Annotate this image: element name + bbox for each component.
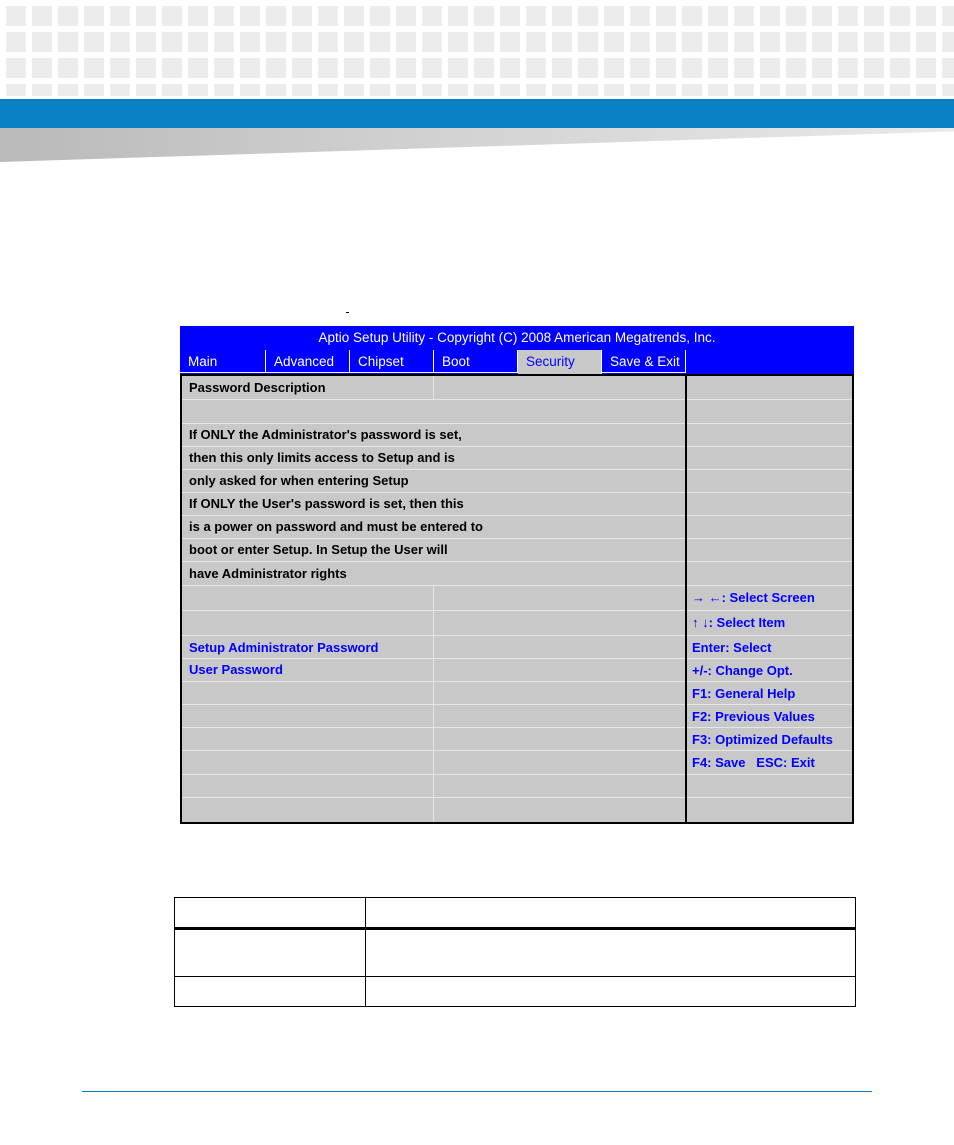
stray-mark	[346, 312, 349, 313]
grid-line	[687, 446, 852, 447]
table-row	[175, 929, 856, 977]
table-cell	[366, 929, 856, 977]
grid-line	[182, 658, 852, 659]
help-previous-values: F2: Previous Values	[692, 709, 815, 724]
table-cell	[366, 898, 856, 929]
tab-boot[interactable]: Boot	[434, 350, 518, 373]
description-line: boot or enter Setup. In Setup the User will	[189, 542, 448, 557]
tab-chipset[interactable]: Chipset	[350, 350, 434, 373]
grid-line	[182, 585, 852, 586]
description-line: have Administrator rights	[189, 566, 347, 581]
help-select-item: ↑ ↓: Select Item	[692, 615, 786, 630]
help-change-opt: +/-: Change Opt.	[692, 663, 793, 678]
grid-line	[182, 399, 685, 400]
grid-line	[182, 635, 852, 636]
option-table	[174, 897, 856, 1007]
grid-line	[182, 797, 852, 798]
description-line: only asked for when entering Setup	[189, 473, 409, 488]
grid-line	[687, 515, 852, 516]
setup-administrator-password-item[interactable]: Setup Administrator Password	[189, 640, 379, 655]
grid-line	[182, 727, 852, 728]
grid-line	[687, 399, 852, 400]
table-row	[175, 977, 856, 1007]
bios-setup-screen	[180, 326, 854, 824]
panel-divider	[685, 376, 687, 822]
grid-line	[182, 423, 685, 424]
bios-title-bar: Aptio Setup Utility - Copyright (C) 2008 American Megatrends, Inc.	[180, 326, 854, 350]
table-header-row	[175, 898, 856, 929]
help-general-help: F1: General Help	[692, 686, 796, 701]
grid-line	[182, 515, 685, 516]
user-password-item[interactable]: User Password	[189, 662, 283, 677]
grid-line	[433, 376, 434, 400]
table-cell	[175, 977, 366, 1007]
description-line: then this only limits access to Setup and is	[189, 450, 455, 465]
tab-main[interactable]: Main	[180, 350, 266, 373]
grid-line	[182, 469, 685, 470]
grid-line	[182, 750, 852, 751]
help-enter-select: Enter: Select	[692, 640, 772, 655]
grid-line	[182, 561, 685, 562]
grid-line	[182, 492, 685, 493]
table-cell	[366, 977, 856, 1007]
grid-line	[182, 681, 852, 682]
description-line: is a power on password and must be entered to	[189, 519, 483, 534]
grid-line	[182, 538, 685, 539]
help-save-exit: F4: Save ESC: Exit	[692, 755, 815, 770]
description-line: If ONLY the User's password is set, then this	[189, 496, 464, 511]
grid-line	[687, 492, 852, 493]
grid-line	[687, 561, 852, 562]
bios-body	[180, 374, 854, 824]
header-pattern	[0, 0, 954, 96]
header-blue-band	[0, 99, 954, 128]
tab-security[interactable]: Security	[518, 350, 602, 374]
tab-save-exit[interactable]: Save & Exit	[602, 350, 686, 373]
password-description-heading: Password Description	[189, 380, 326, 395]
help-select-screen: → ←: Select Screen	[692, 590, 815, 605]
tab-advanced[interactable]: Advanced	[266, 350, 350, 373]
table-cell	[175, 898, 366, 929]
header-grey-swoosh	[0, 128, 954, 162]
grid-line	[182, 446, 685, 447]
grid-line	[687, 469, 852, 470]
grid-line	[182, 704, 852, 705]
grid-line	[687, 538, 852, 539]
grid-line	[182, 774, 852, 775]
description-line: If ONLY the Administrator's password is set,	[189, 427, 462, 442]
bios-menu-bar	[180, 350, 854, 374]
table-cell	[175, 929, 366, 977]
help-optimized-defaults: F3: Optimized Defaults	[692, 732, 833, 747]
footer-rule	[82, 1091, 872, 1092]
grid-line	[182, 610, 852, 611]
grid-line	[687, 423, 852, 424]
